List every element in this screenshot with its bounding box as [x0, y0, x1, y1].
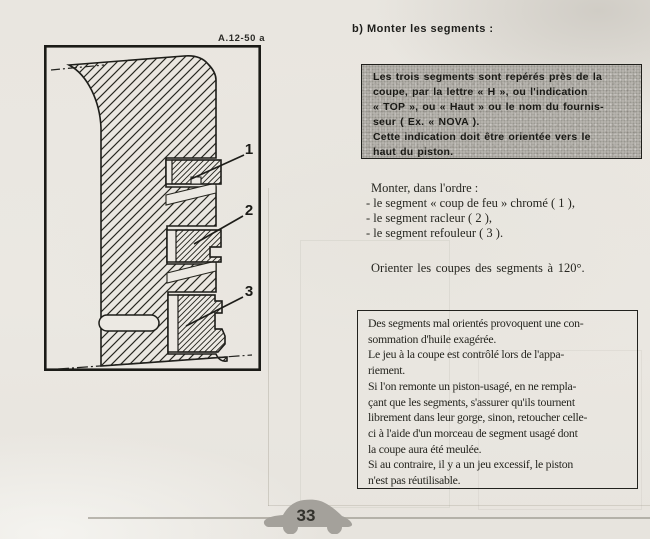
footer-divider	[88, 517, 650, 519]
segment-3-ring	[168, 295, 225, 352]
warning-box-line: Des segments mal orientés provoquent une con-	[368, 316, 584, 330]
piston-pin-slot	[99, 315, 159, 331]
warning-box-line: n'est pas réutilisable.	[368, 473, 461, 488]
note-box-line: Les trois segments sont repérés près de la	[373, 71, 602, 83]
page-number: 33	[296, 506, 316, 525]
warning-box-line: ci à l'aide d'un morceau de segment usagé dont	[368, 425, 578, 440]
note-box-line: coupe, par la lettre « H », ou l'indication	[373, 85, 588, 98]
warning-box	[357, 310, 638, 489]
warning-box-line: la coupe aura été meulée.	[368, 441, 482, 456]
warning-box-line: librement dans leur gorge, sinon, retoucher celle-	[368, 410, 588, 425]
warning-box-line: Le jeu à la coupe est contrôlé lors de l'appa-	[368, 347, 564, 362]
orientation-text: Orienter les coupes des segments à 120°.	[371, 261, 585, 275]
assembly-order	[366, 181, 575, 241]
segment-2-ring	[167, 230, 221, 262]
note-box-line: seur ( Ex. « NOVA ).	[373, 115, 480, 128]
order-item: - le segment racleur ( 2 ),	[366, 211, 492, 225]
note-box-line: haut du piston.	[373, 145, 454, 158]
note-box	[361, 64, 642, 159]
figure-label: A.12-50 a	[218, 33, 266, 44]
car-icon	[261, 492, 356, 534]
order-item: - le segment « coup de feu » chromé ( 1 ),	[366, 196, 575, 210]
segment-1-ring	[166, 160, 221, 184]
section-heading: b) Monter les segments :	[352, 23, 494, 35]
order-intro: Monter, dans l'ordre :	[371, 181, 479, 195]
piston-section-diagram	[44, 45, 261, 371]
orientation-note	[366, 261, 585, 276]
note-box-line: « TOP », ou « Haut » ou le nom du fournis-	[373, 100, 604, 113]
bleedthrough-line-vertical	[268, 188, 269, 506]
note-box-line: Cette indication doit être orientée vers le	[373, 130, 591, 143]
callout-2: 2	[244, 202, 254, 219]
warning-box-line: çant que les segments, s'assurer qu'ils tournent	[368, 394, 575, 409]
callout-3: 3	[244, 283, 254, 300]
warning-box-line: Si l'on remonte un piston-usagé, en ne rempla-	[368, 378, 577, 393]
warning-box-line: Si au contraire, il y a un jeu excessif, le piston	[368, 457, 574, 472]
callout-1: 1	[244, 141, 254, 158]
warning-box-line: sommation d'huile exagérée.	[368, 331, 497, 346]
order-item: - le segment refouleur ( 3 ).	[366, 226, 504, 240]
warning-box-line: riement.	[368, 363, 405, 378]
